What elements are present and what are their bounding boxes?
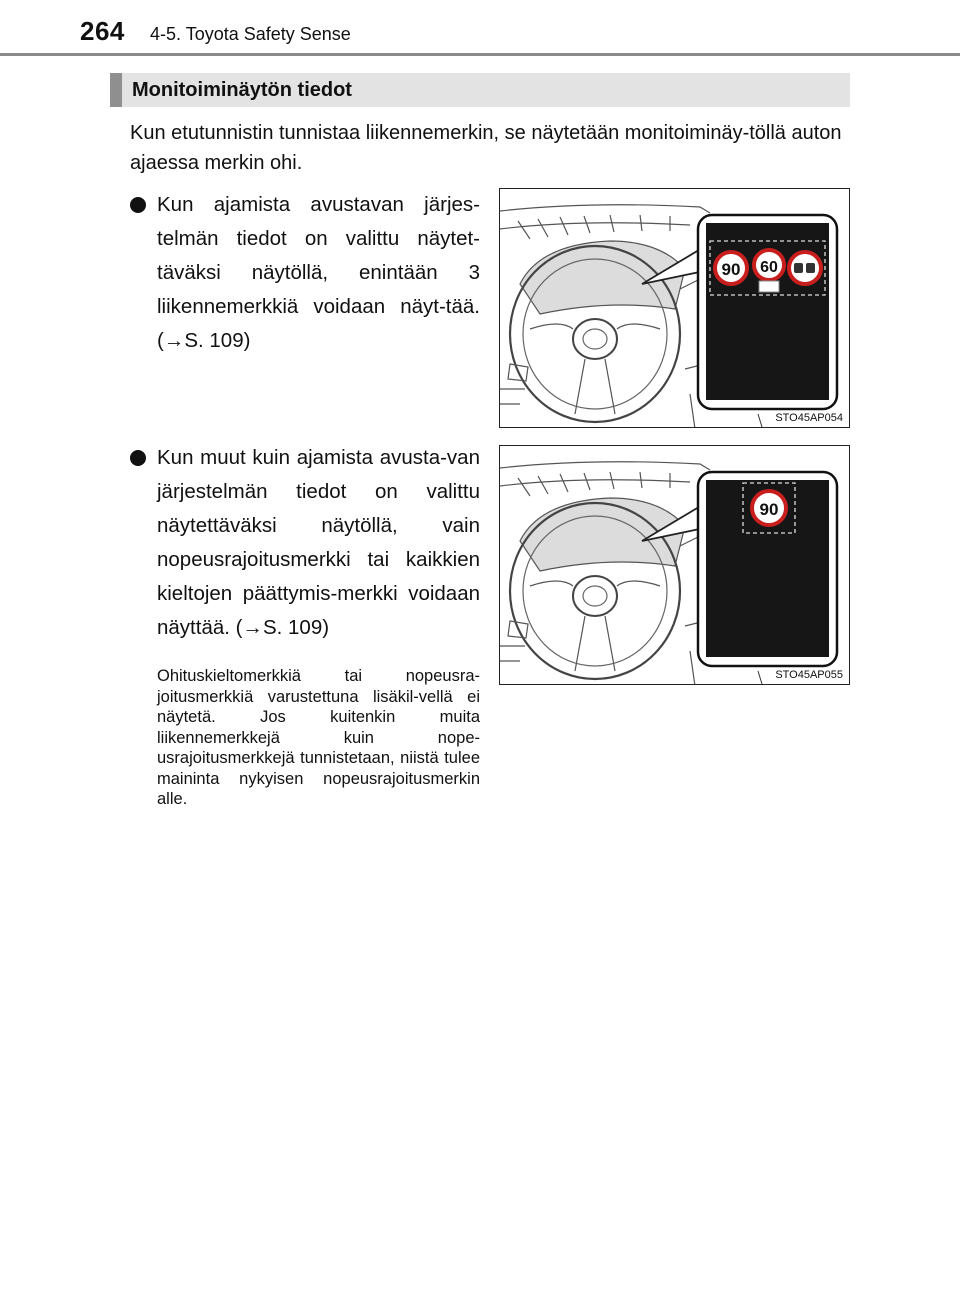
dashboard-illustration bbox=[500, 189, 850, 428]
bullet-item-2 bbox=[130, 441, 480, 645]
bullet-item-1 bbox=[130, 188, 480, 358]
header-rule bbox=[0, 53, 960, 56]
sign-label: 60 bbox=[760, 259, 778, 276]
figure-code: STO45AP055 bbox=[775, 669, 843, 681]
section-heading bbox=[110, 73, 850, 107]
bullet-text: Kun ajamista avustavan järjes-telmän tiedot on valittu näytet-täväksi näytöllä, enintään 3 liikennemerkkiä voidaan näyt-tää. (→S. 109) bbox=[157, 193, 480, 352]
page-number: 264 bbox=[80, 16, 125, 46]
intro-paragraph: Kun etutunnistin tunnistaa liikennemerkin, se näytetään monitoiminäy-töllä auton ajaessa merkin ohi. bbox=[130, 122, 842, 174]
bullet-dot-icon bbox=[130, 197, 146, 213]
note-paragraph: Ohituskieltomerkkiä tai nopeusra-joitusmerkkiä varustettuna lisäkil-vellä ei näytetä. Jos kuitenkin muita liikennemerkkejä kuin nope-usrajoitusmerkkejä tunnistetaan, niistä tulee maininta nykyisen nopeusrajoitusmerkin alle. bbox=[157, 667, 480, 808]
bullet-dot-icon bbox=[130, 450, 146, 466]
car-icon bbox=[794, 263, 803, 273]
sign-label: 90 bbox=[759, 500, 779, 519]
figure-dashboard-one-sign bbox=[499, 445, 850, 685]
bullet-text: Kun muut kuin ajamista avusta-van järjestelmän tiedot on valittu näytettäväksi näytöllä, vain nopeusrajoitusmerkki tai kaikkien kieltojen päättymis-merkki voidaan näyttää. (→S. 109) bbox=[157, 446, 480, 639]
dashboard-illustration bbox=[500, 446, 850, 685]
figure-dashboard-three-signs bbox=[499, 188, 850, 428]
page-header bbox=[0, 0, 960, 56]
section-heading-text: Monitoiminäytön tiedot bbox=[132, 79, 352, 101]
figure-code: STO45AP054 bbox=[775, 412, 843, 424]
section-label: 4-5. Toyota Safety Sense bbox=[150, 24, 351, 44]
sign-label: 90 bbox=[721, 260, 741, 279]
heading-accent bbox=[110, 73, 122, 107]
car-icon bbox=[806, 263, 815, 273]
